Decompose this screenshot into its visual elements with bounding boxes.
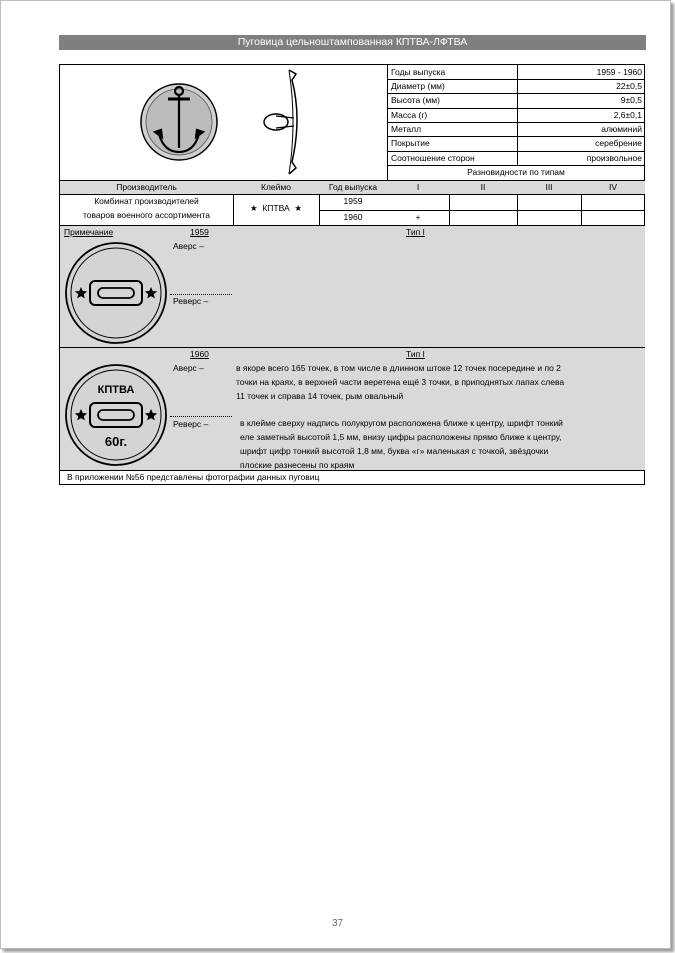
spec-label: Покрытие (391, 138, 430, 148)
description-line: в клейме сверху надпись полукругом расположена ближе к центру, шрифт тонкий (240, 418, 563, 428)
obverse-label: Аверс – (173, 241, 204, 251)
spec-label: Масса (г) (391, 110, 428, 120)
variants-header: Разновидности по типам (467, 167, 565, 177)
star-icon: ★ (294, 203, 303, 213)
description-line: еле заметный высотой 1,5 мм, внизу цифры расположены прямо ближе к центру, (240, 432, 562, 442)
stamp-top-text: КПТВА (97, 384, 135, 396)
column-header-type: III (545, 182, 553, 192)
obverse-label: Аверс – (173, 363, 204, 373)
obverse-description (236, 361, 564, 403)
mark-cell (233, 202, 319, 215)
footer-note: В приложении №56 представлены фотографии данных пуговиц (67, 472, 320, 482)
document-title: Пуговица цельноштампованная КПТВА-ЛФТВА (59, 35, 646, 50)
page-number: 37 (331, 918, 344, 929)
button-front-image (140, 68, 218, 176)
button-profile-image (260, 68, 308, 176)
maker-name: Комбинат производителей (94, 196, 199, 206)
maker-name: товаров военного ассортимента (82, 210, 211, 220)
spec-label: Высота (мм) (391, 95, 440, 105)
reverse-1960-image (64, 363, 168, 467)
spec-value: 22±0,5 (616, 81, 642, 91)
reverse-1959-image (64, 241, 168, 345)
reverse-description (240, 416, 563, 472)
spec-value: 1959 - 1960 (596, 67, 642, 77)
note-label: Примечание (64, 227, 114, 237)
column-header-mark: Клеймо (261, 182, 291, 192)
stamp-bottom-text: 60г. (104, 434, 128, 449)
description-line: плоские разнесены по краям (240, 460, 355, 470)
spec-value: 9±0,5 (620, 95, 642, 105)
description-line: 11 точек и справа 14 точек, рым овальный (236, 391, 404, 401)
spec-value: алюминий (601, 124, 642, 134)
type-label: Тип I (406, 349, 425, 359)
description-line: шрифт цифр тонкий высотой 1,8 мм, буква «г» маленькая с точкой, звёздочки (240, 446, 549, 456)
column-header-type: I (416, 182, 420, 192)
year-cell: 1960 (343, 212, 363, 222)
reverse-label: Реверс – (173, 296, 209, 306)
spec-value: произвольное (586, 153, 642, 163)
mark-text: КПТВА (262, 203, 290, 213)
column-header-year: Год выпуска (328, 182, 378, 192)
star-icon: ★ (249, 203, 258, 213)
description-line: точки на краях, в верхней части веретена ещё 3 точки, в приподнятых лапах слева (236, 377, 565, 387)
spec-label: Металл (391, 124, 422, 134)
spec-value: 2,6±0,1 (613, 110, 642, 120)
section-year: 1959 (190, 227, 209, 237)
type-label: Тип I (406, 227, 425, 237)
spec-label: Годы выпуска (391, 67, 446, 77)
section-year: 1960 (190, 349, 209, 359)
column-header-type: IV (608, 182, 618, 192)
column-header-type: II (480, 182, 486, 192)
column-header-maker: Производитель (116, 182, 177, 192)
catalog-card (59, 64, 645, 485)
year-cell: 1959 (343, 196, 363, 206)
description-line: в якоре всего 165 точек, в том числе в длинном штоке 12 точек посередине и по 2 (236, 363, 561, 373)
spec-value: серебрение (595, 138, 642, 148)
reverse-label: Реверс – (173, 419, 209, 429)
type-mark: + (415, 212, 421, 222)
spec-label: Соотношение сторон (391, 153, 475, 163)
spec-label: Диаметр (мм) (391, 81, 445, 91)
